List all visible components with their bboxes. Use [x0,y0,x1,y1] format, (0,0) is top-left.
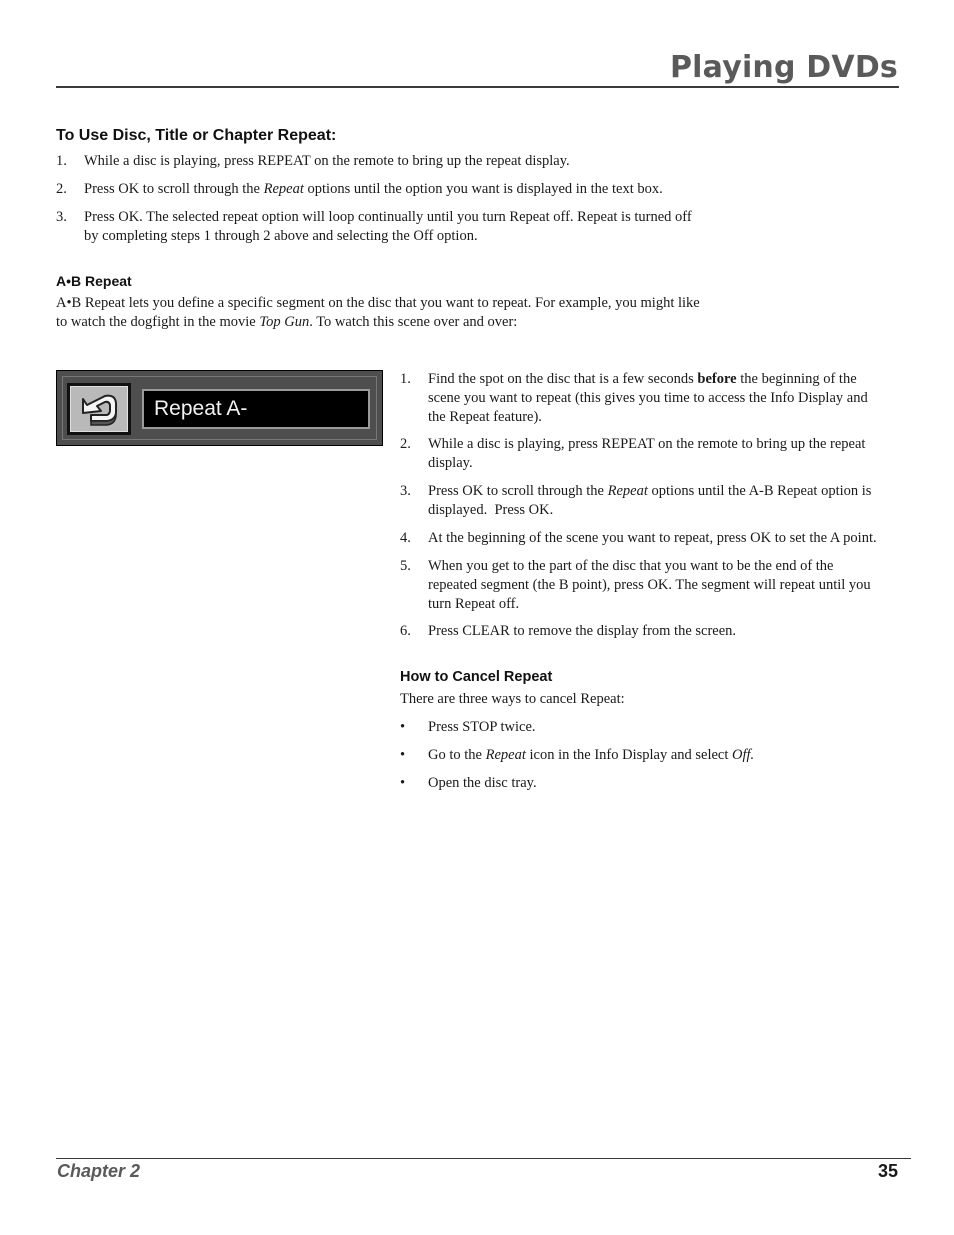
list-item [400,557,900,615]
list-text: Find the spot on the disc that is a few seconds before the beginning of the scene you want to repeat (this gives you time to access the Info Display and the Repeat feature). [428,371,868,425]
bullet: • [400,719,406,735]
list-number: 5. [400,558,411,574]
repeat-display-screenshot [56,370,383,446]
list-number: 3. [400,483,411,499]
bullet-text: Go to the Repeat icon in the Info Display and select Off. [428,747,755,763]
list-number: 1. [56,153,67,169]
list-text: At the beginning of the scene you want to repeat, press OK to set the A point. [428,530,877,546]
footer-chapter: Chapter 2 [57,1161,141,1181]
bullet-text: Open the disc tray. [428,775,537,791]
list-text: Press OK to scroll through the Repeat options until the option you want is displayed in the text box. [84,181,663,197]
paragraph: There are three ways to cancel Repeat: [400,691,625,707]
list-text: When you get to the part of the disc that you want to be the end of the repeated segment (the B point), press OK. The segment will repeat until you turn Repeat off. [428,558,871,612]
list-number: 4. [400,530,411,546]
section-heading: To Use Disc, Title or Chapter Repeat: [56,127,337,144]
list-item [56,180,756,200]
list-text: Press CLEAR to remove the display from the screen. [428,623,737,639]
bullet-item [400,746,900,766]
list-number: 3. [56,209,67,225]
list-item [400,529,910,549]
list-number: 2. [56,181,67,197]
bullet: • [400,747,406,763]
list-text: Press OK. The selected repeat option will loop continually until you turn Repeat off. Repeat is turned off by completing steps 1 through 2 above and selecting the Off option. [84,209,692,244]
repeat-label: Repeat A- [154,397,248,420]
list-number: 1. [400,371,411,387]
bullet: • [400,775,406,791]
bullet-text: Press STOP twice. [428,719,536,735]
list-text: Press OK to scroll through the Repeat options until the A-B Repeat option is displayed. Press OK. [428,483,872,518]
subsection-heading: A•B Repeat [56,273,132,289]
list-number: 2. [400,436,411,452]
page-title: Playing DVDs [670,50,898,85]
list-number: 6. [400,623,411,639]
list-item [400,622,900,642]
list-item [400,482,900,522]
list-text: While a disc is playing, press REPEAT on the remote to bring up the repeat display. [84,153,570,169]
list-item [400,370,900,428]
title-divider [56,86,899,88]
list-item [400,435,900,475]
list-item [56,152,756,172]
list-text: While a disc is playing, press REPEAT on the remote to bring up the repeat display. [428,436,866,471]
repeat-arrow-icon [67,383,131,435]
footer-divider [56,1158,911,1159]
paragraph: A•B Repeat lets you define a specific segment on the disc that you want to repeat. For example, you might like to watch the dogfight in the movie Top Gun. To watch this scene over and over: [56,295,700,330]
repeat-text-box [142,389,370,429]
list-item [56,208,756,248]
subsection-heading: How to Cancel Repeat [400,669,553,685]
bullet-item [400,774,900,794]
page-number: 35 [877,1161,898,1181]
bullet-item [400,718,900,738]
